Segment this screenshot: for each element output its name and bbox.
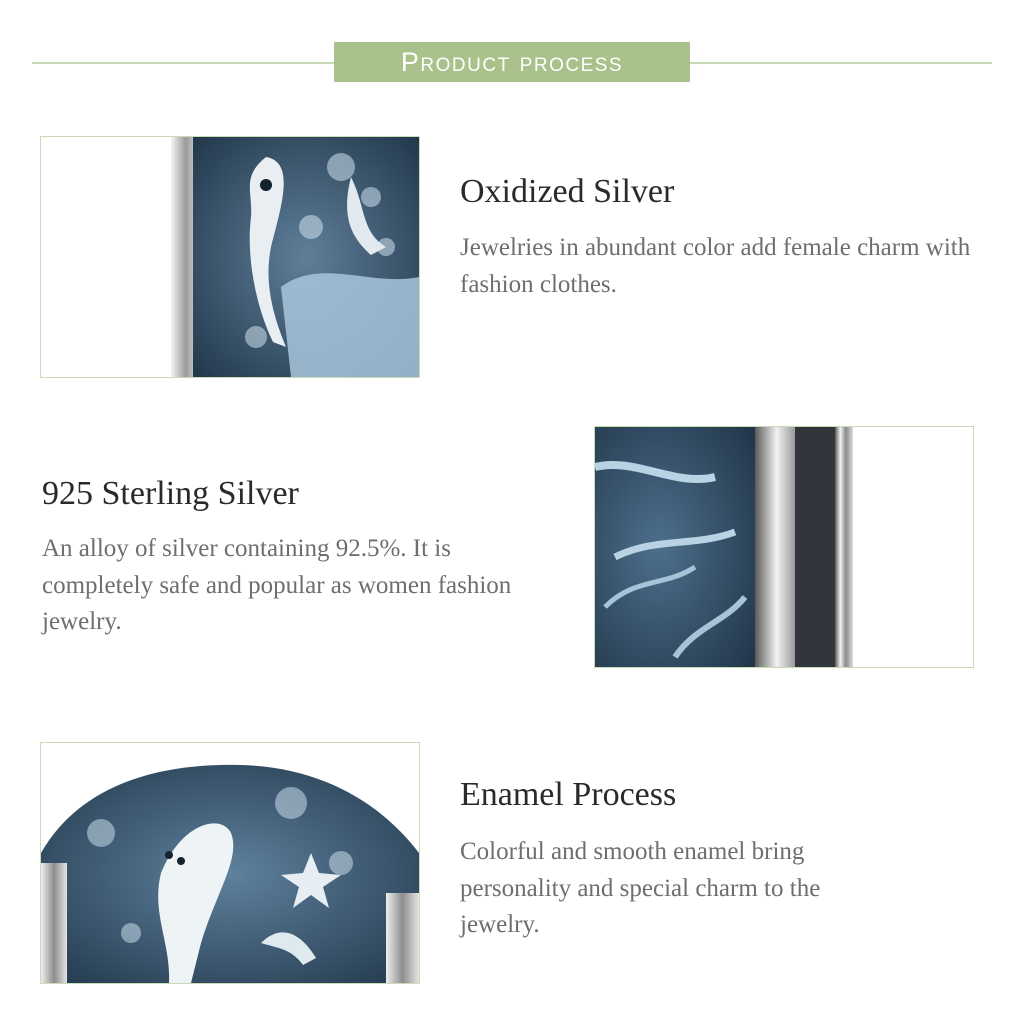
enamel-process-description: Colorful and smooth enamel bring personality and special charm to the jewelry. [460, 838, 821, 938]
header-divider-left [32, 62, 334, 64]
charm-closeup-stamp-photo [594, 426, 974, 668]
charm-closeup-shark-photo [40, 136, 420, 378]
oxidized-silver-title: Oxidized Silver [460, 173, 675, 210]
sterling-silver-description: An alloy of silver containing 92.5%. It is completely safe and popular as women fashion jewelry. [42, 535, 512, 635]
enamel-process-title: Enamel Process [460, 776, 677, 813]
section-header-title: Product process [400, 46, 624, 77]
sterling-silver-title: 925 Sterling Silver [42, 475, 299, 512]
section-header [334, 42, 690, 82]
charm-closeup-enamel-photo [40, 742, 420, 984]
header-divider-right [690, 62, 992, 64]
oxidized-silver-description: Jewelries in abundant color add female charm with fashion clothes. [460, 234, 971, 298]
